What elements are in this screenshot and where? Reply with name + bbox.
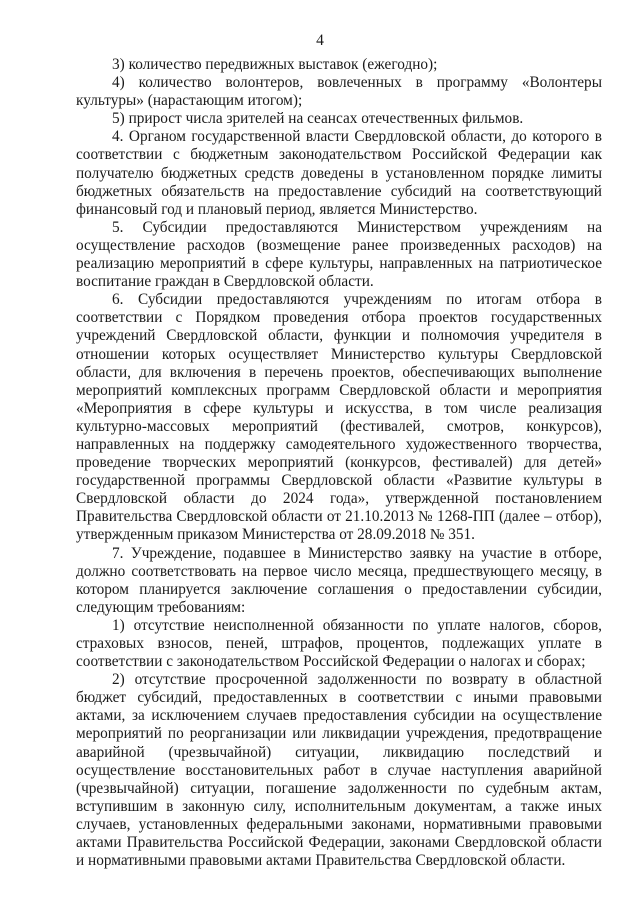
paragraph-clause-7: 7. Учреждение, подавшее в Министерство заявку на участие в отборе, должно соответствовать на первое число месяца, предшествующего месяцу, в котором планируется заключение соглашения о предоставлении субсидии, следующим требованиям: (76, 544, 602, 616)
paragraph-requirement-1: 1) отсутствие неисполненной обязанности по уплате налогов, сборов, страховых взносов, пеней, штрафов, процентов, подлежащих уплате в соответствии с законодательством Российской Федерации о налогах и сборах; (76, 616, 602, 671)
paragraph-clause-4: 4. Органом государственной власти Свердловской области, до которого в соответствии с бюджетным законодательством Российской Федерации как получателю бюджетных средств доведены в установленном порядке лимиты бюджетных обязательств на предоставление субсидий на соответствующий финансовый год и плановый период, является Министерство. (76, 128, 602, 218)
document-body (76, 56, 602, 870)
page-number: 4 (316, 32, 324, 49)
paragraph-clause-6: 6. Субсидии предоставляются учреждениям по итогам отбора в соответствии с Порядком проведения отбора проектов государственных учреждений Свердловской области, функции и полномочия учредителя в отношении которых осуществляет Министерство культуры Свердловской области, для включения в перечень проектов, обеспечивающих выполнение мероприятий комплексных программ Свердловской области и мероприятия «Мероприятия в сфере культуры и искусства, в том числе реализация культурно-массовых мероприятий (фестивалей, смотров, конкурсов), направленных на поддержку самодеятельного художественного творчества, проведение творческих мероприятий (конкурсов, фестивалей) для детей» государственной программы Свердловской области «Развитие культуры в Свердловской области до 2024 года», утвержденной постановлением Правительства Свердловской области от 21.10.2013 № 1268-ПП (далее – отбор), утвержденным приказом Министерства от 28.09.2018 № 351. (76, 291, 602, 544)
paragraph-item-4: 4) количество волонтеров, вовлеченных в программу «Волонтеры культуры» (нарастающим итогом); (76, 74, 602, 110)
paragraph-requirement-2: 2) отсутствие просроченной задолженности по возврату в областной бюджет субсидий, предоставленных в соответствии с иными правовыми актами, за исключением случаев предоставления субсидии на осуществление мероприятий по реорганизации или ликвидации учреждения, предотвращение аварийной (чрезвычайной) ситуации, ликвидацию последствий и осуществление восстановительных работ в случае наступления аварийной (чрезвычайной) ситуации, погашение задолженности по судебным актам, вступившим в законную силу, исполнительным документам, а также иных случаев, установленных федеральными законами, нормативными правовыми актами Правительства Российской Федерации, законами Свердловской области и нормативными правовыми актами Правительства Свердловской области. (76, 671, 602, 870)
paragraph-item-3: 3) количество передвижных выставок (ежегодно); (112, 56, 438, 73)
paragraph-clause-5: 5. Субсидии предоставляются Министерством учреждениям на осуществление расходов (возмещение ранее произведенных расходов) на реализацию мероприятий в сфере культуры, направленных на патриотическое воспитание граждан в Свердловской области. (76, 218, 602, 291)
paragraph-item-5: 5) прирост числа зрителей на сеансах отечественных фильмов. (112, 110, 524, 128)
